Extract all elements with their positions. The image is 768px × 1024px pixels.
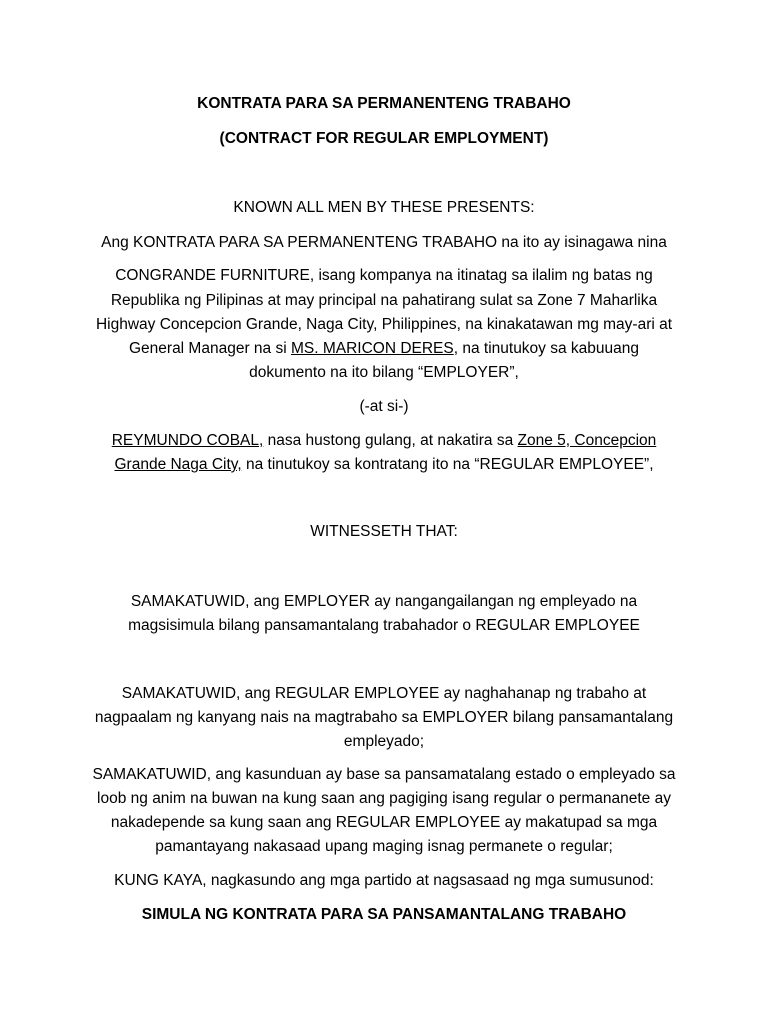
- employer-line-5: dokumento na ito bilang “EMPLOYER”,: [249, 364, 519, 381]
- employer-line-4-post: , na tinutukoy sa kabuuang: [453, 340, 640, 357]
- witnesseth-heading: WITNESSETH THAT:: [310, 523, 458, 540]
- employer-line-2: Republika ng Pilipinas at may principal na pahatirang sulat sa Zone 7 Maharlika: [110, 292, 658, 309]
- employee-line-1-mid: nasa hustong gulang, at nakatira sa: [263, 432, 518, 449]
- whereas2-line-1: SAMAKATUWID, ang REGULAR EMPLOYEE ay naghahanap ng trabaho at: [121, 685, 647, 702]
- whereas2-line-3: empleyado;: [343, 733, 425, 750]
- employee-name: REYMUNDO COBAL,: [111, 432, 264, 449]
- employer-line-4-pre: General Manager na si: [128, 340, 291, 357]
- section-heading: SIMULA NG KONTRATA PARA SA PANSAMANTALANG TRABAHO: [141, 906, 627, 923]
- employer-line-3: Highway Concepcion Grande, Naga City, Philippines, na kinakatawan mg may-ari at: [95, 316, 673, 333]
- whereas3-line-4: pamantayang nakasaad upang maging isnag permanete o regular;: [155, 838, 613, 855]
- employee-line-2-post: na tinutukoy sa kontratang ito na “REGULAR EMPLOYEE”,: [241, 456, 654, 473]
- contract-subtitle: (CONTRACT FOR REGULAR EMPLOYMENT): [219, 130, 549, 147]
- whereas3-line-2: loob ng anim na buwan na kung saan ang pagiging isang regular o permananete ay: [97, 790, 671, 807]
- employee-address-part-2: Grande Naga City,: [114, 456, 242, 473]
- whereas3-line-3: nakadepende sa kung saan ang REGULAR EMPLOYEE ay makatupad sa mga: [110, 814, 658, 831]
- intro-line: Ang KONTRATA PARA SA PERMANENTENG TRABAHO na ito ay isinagawa nina: [101, 234, 667, 251]
- at-si-separator: (-at si-): [359, 398, 409, 415]
- employer-representative-name: MS. MARICON DERES: [290, 340, 454, 357]
- employee-line-1: [0, 431, 768, 451]
- whereas3-line-1: SAMAKATUWID, ang kasunduan ay base sa pansamatalang estado o empleyado sa: [92, 766, 676, 783]
- kung-kaya-line: KUNG KAYA, nagkasundo ang mga partido at nagsasaad ng mga sumusunod:: [114, 872, 654, 889]
- whereas1-line-2: magsisimula bilang pansamantalang trabahador o REGULAR EMPLOYEE: [128, 617, 640, 634]
- known-all-men-heading: KNOWN ALL MEN BY THESE PRESENTS:: [233, 199, 535, 216]
- whereas1-line-1: SAMAKATUWID, ang EMPLOYER ay nangangailangan ng empleyado na: [130, 593, 638, 610]
- employee-address-part-1: Zone 5, Concepcion: [517, 432, 657, 449]
- employer-line-4: [0, 339, 768, 359]
- whereas2-line-2: nagpaalam ng kanyang nais na magtrabaho sa EMPLOYER bilang pansamantalang: [94, 709, 674, 726]
- employer-line-1: CONGRANDE FURNITURE, isang kompanya na itinatag sa ilalim ng batas ng: [115, 267, 653, 284]
- contract-title: KONTRATA PARA SA PERMANENTENG TRABAHO: [197, 95, 571, 112]
- employee-line-2: [0, 455, 768, 475]
